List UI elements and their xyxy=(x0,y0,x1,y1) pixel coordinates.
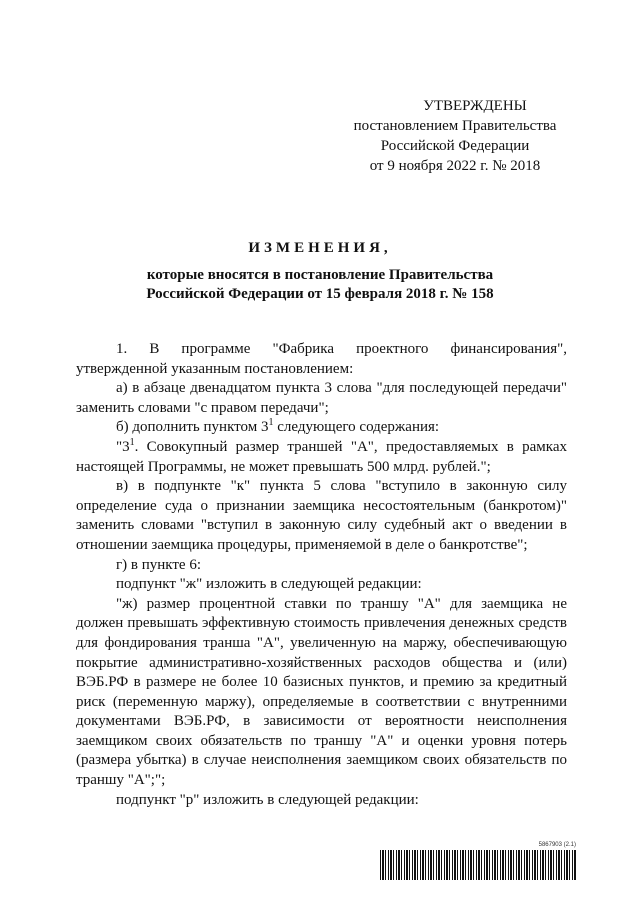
document-title: ИЗМЕНЕНИЯ, xyxy=(248,240,392,256)
paragraph-text: следующего содержания: xyxy=(273,419,440,436)
approval-line: постановлением Правительства xyxy=(353,118,557,134)
barcode-block xyxy=(380,842,576,882)
paragraph xyxy=(76,438,567,477)
document-subtitle xyxy=(0,266,640,304)
paragraph xyxy=(76,418,567,438)
barcode-code: 5867903 (2.1) xyxy=(538,842,576,848)
superscript: 1 xyxy=(129,436,135,448)
paragraph: подпункт "ж" изложить в следующей редакции: xyxy=(116,576,422,593)
subtitle-line: которые вносятся в постановление Правительства xyxy=(146,267,494,283)
approval-block xyxy=(330,96,580,176)
document-body xyxy=(76,340,567,810)
approval-date-number: от 9 ноября 2022 г. № 2018 xyxy=(369,158,541,174)
paragraph-text: "3 xyxy=(116,438,130,455)
paragraph: а) в абзаце двенадцатом пункта 3 слова "для последующей передачи" заменить словами "с правом передачи"; xyxy=(76,380,567,416)
superscript: 1 xyxy=(268,417,274,429)
barcode-icon xyxy=(380,850,576,880)
paragraph-text: . Совокупный размер траншей "А", предоставляемых в рамках настоящей Программы, не может превышать 500 млрд. рублей."; xyxy=(76,438,567,475)
paragraph: 1. В программе "Фабрика проектного финансирования", утвержденной указанным постановлением: xyxy=(76,341,567,377)
paragraph: в) в подпункте "к" пункта 5 слова "вступило в законную силу определение суда о признании заемщика несостоятельным (банкротом)" заменить словами "вступил в законную силу судебный акт о введении в отношении заемщика процедуры, применяемой в деле о банкротстве"; xyxy=(76,478,567,553)
approval-heading: УТВЕРЖДЕНЫ xyxy=(423,98,527,114)
subtitle-line: Российской Федерации от 15 февраля 2018 г. № 158 xyxy=(146,286,494,302)
paragraph: г) в пункте 6: xyxy=(116,556,202,573)
paragraph-text: б) дополнить пунктом 3 xyxy=(116,419,269,436)
approval-line: Российской Федерации xyxy=(380,138,530,154)
paragraph: "ж) размер процентной ставки по траншу "А" для заемщика не должен превышать эффективную стоимость привлечения денежных средств для фондирования транша "А", увеличенную на маржу, обеспечивающую покрытие административно-хозяйственных расходов общества и (или) ВЭБ.РФ в размере не более 10 базисных пунктов, и премию за кредитный риск (переменную маржу), определяемые в соответствии с внутренними документами ВЭБ.РФ, в зависимости от вероятности неисполнения заемщиком своих обязательств по траншу "А" и оценки уровня потерь (размера убытка) в случае неисполнения заемщиком своих обязательств по траншу "А";"; xyxy=(76,595,567,789)
paragraph: подпункт "р" изложить в следующей редакции: xyxy=(116,791,419,808)
